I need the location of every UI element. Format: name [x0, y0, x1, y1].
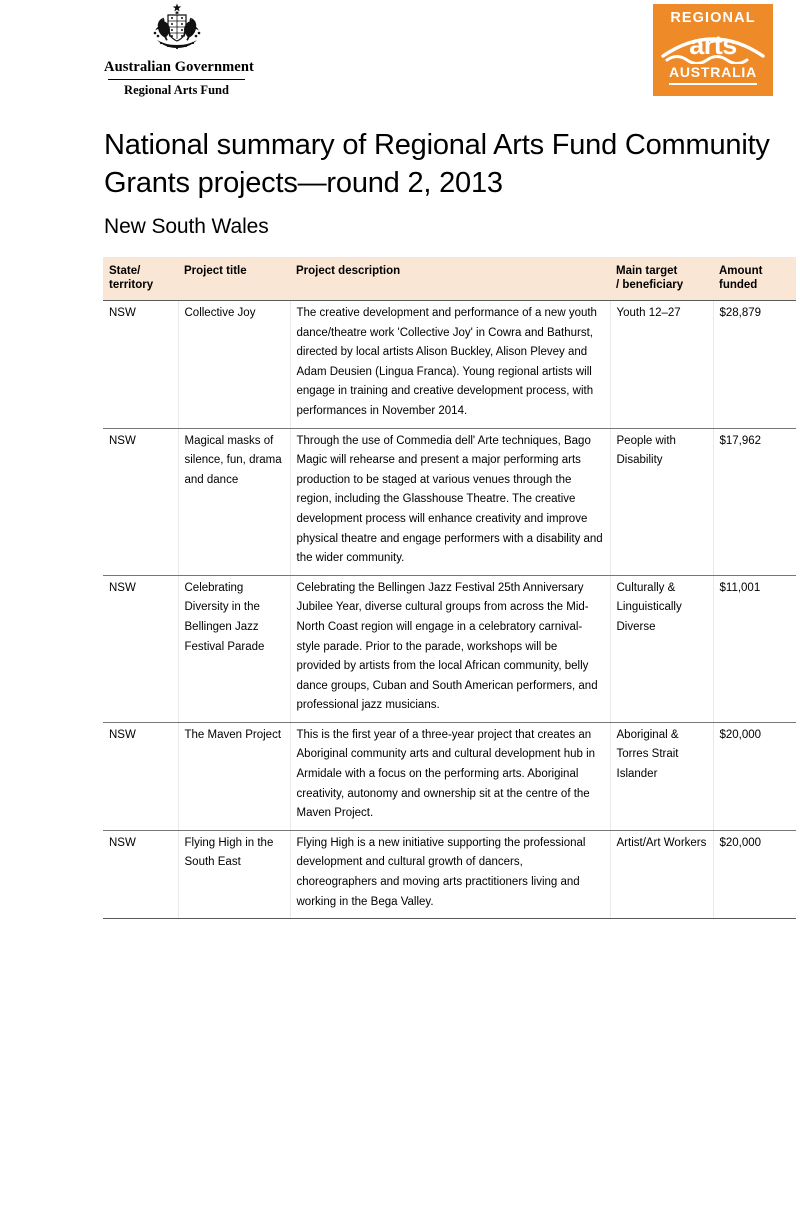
table-row	[103, 301, 796, 429]
cell-amount-funded: $20,000	[713, 722, 796, 830]
cell-project-description: This is the first year of a three-year project that creates an Aboriginal community arts and cultural development hub in Armidale with a focus on the performing arts. Aboriginal creativity, autonomy and ownership sit at the centre of the Maven Project.	[290, 722, 610, 830]
table-body	[103, 301, 796, 919]
page-title: National summary of Regional Arts Fund Community Grants projects—round 2, 2013	[104, 129, 770, 199]
raa-arts-wordmark	[653, 26, 773, 64]
cell-project-description: Flying High is a new initiative supporting the professional development and cultural growth of dancers, choreographers and moving arts practitioners living and working in the Bega Valley.	[290, 830, 610, 918]
raa-australia-label: AUSTRALIA	[668, 63, 758, 80]
regional-arts-fund-label: Regional Arts Fund	[124, 82, 229, 97]
table-row	[103, 722, 796, 830]
table-header-row	[103, 257, 796, 301]
table-row	[103, 575, 796, 722]
cell-project-description: Celebrating the Bellingen Jazz Festival 25th Anniversary Jubilee Year, diverse cultural groups from across the Mid-North Coast region will engage in a celebratory carnival-style parade. Prior to the parade, workshops will be provided by artists from the local African community, belly dance groups, Cuban and South American performers, and professional jazz musicians.	[290, 575, 610, 722]
cell-project-title: The Maven Project	[178, 722, 290, 830]
cell-main-target: Aboriginal & Torres Strait Islander	[610, 722, 713, 830]
australian-coat-of-arms-icon	[141, 2, 213, 58]
government-logo-divider	[108, 79, 245, 80]
cell-project-title: Flying High in the South East	[178, 830, 290, 918]
cell-amount-funded: $20,000	[713, 830, 796, 918]
column-header-project-description	[290, 257, 610, 301]
column-header-state	[103, 257, 178, 301]
column-header-main-target-line2: / beneficiary	[616, 279, 684, 291]
grants-table-container	[103, 257, 796, 919]
cell-main-target: Youth 12–27	[610, 301, 713, 429]
cell-project-title: Collective Joy	[178, 301, 290, 429]
page-header-band	[0, 0, 800, 110]
raa-underline	[669, 83, 757, 85]
cell-amount-funded: $17,962	[713, 428, 796, 575]
table-row	[103, 428, 796, 575]
cell-state: NSW	[103, 722, 178, 830]
column-header-state-line2: territory	[109, 279, 154, 291]
grants-table	[103, 257, 796, 919]
australian-government-label: Australian Government	[104, 59, 254, 75]
cell-state: NSW	[103, 428, 178, 575]
table-row	[103, 830, 796, 918]
column-header-main-target-line1: Main target	[616, 265, 678, 277]
table-header	[103, 257, 796, 301]
cell-amount-funded: $28,879	[713, 301, 796, 429]
column-header-project-title	[178, 257, 290, 301]
column-header-main-target	[610, 257, 713, 301]
column-header-project-description-line1: Project description	[296, 265, 401, 277]
column-header-amount-line2: funded	[719, 279, 758, 291]
cell-amount-funded: $11,001	[713, 575, 796, 722]
cell-project-description: Through the use of Commedia dell' Arte techniques, Bago Magic will rehearse and present a major performing arts production to be staged at various venues through the region, including the Glasshouse Theatre. The creative development process will enhance creativity and improve physical theatre and engage performers with a disability and the wider community.	[290, 428, 610, 575]
cell-state: NSW	[103, 301, 178, 429]
cell-main-target: Culturally & Linguistically Diverse	[610, 575, 713, 722]
cell-project-title: Magical masks of silence, fun, drama and dance	[178, 428, 290, 575]
cell-project-description: The creative development and performance of a new youth dance/theatre work 'Collective Joy' in Cowra and Bathurst, directed by local artists Alison Buckley, Alison Plevey and Adam Deusien (Lingua Franca). Young regional artists will engage in training and creative development process, with performances in November 2014.	[290, 301, 610, 429]
column-header-state-line1: State/	[109, 265, 141, 277]
raa-regional-label: REGIONAL	[670, 10, 756, 26]
cell-main-target: People with Disability	[610, 428, 713, 575]
column-header-amount-funded	[713, 257, 796, 301]
column-header-amount-line1: Amount	[719, 265, 763, 277]
cell-main-target: Artist/Art Workers	[610, 830, 713, 918]
cell-project-title: Celebrating Diversity in the Bellingen Jazz Festival Parade	[178, 575, 290, 722]
raa-arts-label: arts	[689, 29, 737, 60]
regional-arts-australia-logo	[653, 4, 773, 96]
page-subtitle: New South Wales	[104, 215, 269, 238]
cell-state: NSW	[103, 830, 178, 918]
title-block	[104, 126, 794, 240]
australian-government-logo	[104, 2, 254, 98]
cell-state: NSW	[103, 575, 178, 722]
column-header-project-title-line1: Project title	[184, 265, 247, 277]
